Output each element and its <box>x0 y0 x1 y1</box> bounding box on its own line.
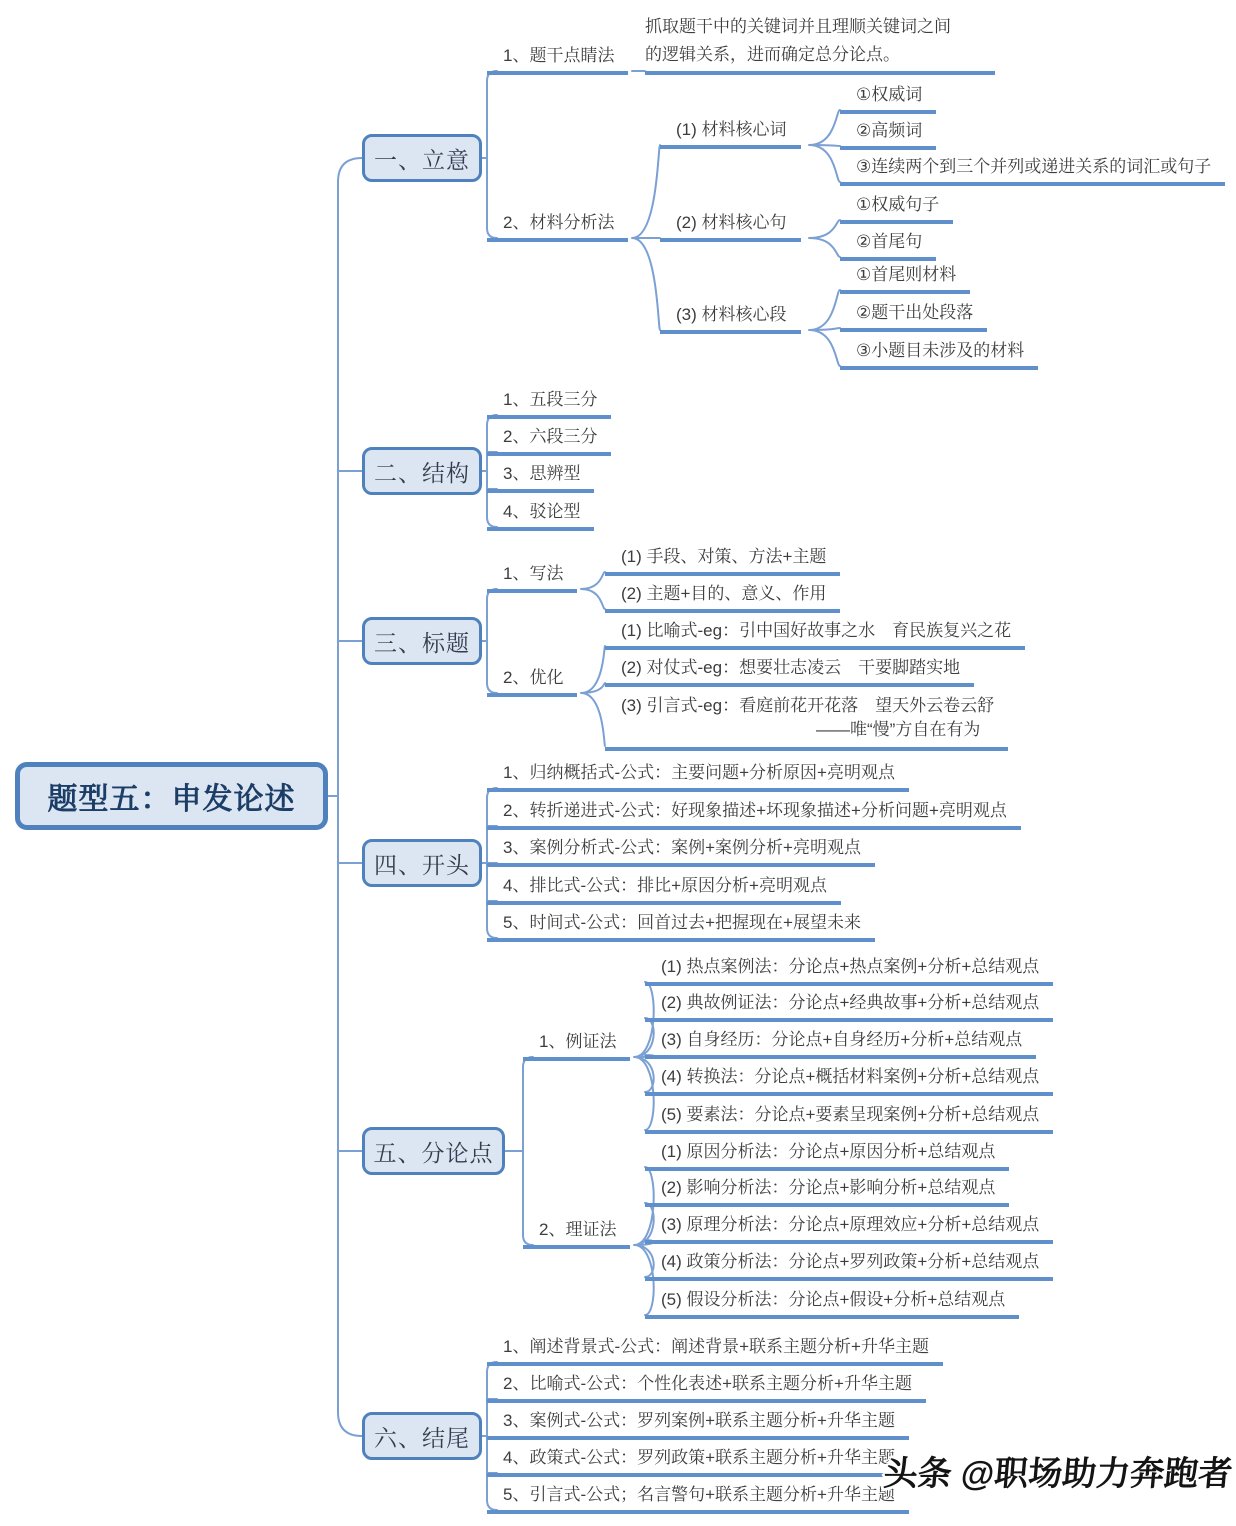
leaf-3-1-2[interactable]: (2) 主题+目的、意义、作用 <box>605 583 840 613</box>
leaf-5-1-4[interactable]: (4) 转换法：分论点+概括材料案例+分析+总结观点 <box>645 1066 1053 1096</box>
leaf-5-1-5[interactable]: (5) 要素法：分论点+要素呈现案例+分析+总结观点 <box>645 1104 1053 1134</box>
leaf-5-2-2[interactable]: (2) 影响分析法：分论点+影响分析+总结观点 <box>645 1177 1009 1207</box>
leaf-1-2-3-1[interactable]: ①首尾则材料 <box>840 264 970 294</box>
branch-1-liyi[interactable]: 一、立意 <box>362 134 482 182</box>
watermark: 头条 @职场助力奔跑者 <box>882 1455 1234 1493</box>
node-6-3[interactable]: 3、案例式-公式：罗列案例+联系主题分析+升华主题 <box>487 1410 909 1440</box>
branch-2-jiegou[interactable]: 二、结构 <box>362 447 482 495</box>
branch-4-kaitou[interactable]: 四、开头 <box>362 839 482 887</box>
node-6-2[interactable]: 2、比喻式-公式：个性化表述+联系主题分析+升华主题 <box>487 1373 926 1403</box>
branch-6-jiewei[interactable]: 六、结尾 <box>362 1412 482 1460</box>
node-3-2[interactable]: 2、优化 <box>487 667 577 697</box>
node-4-1[interactable]: 1、归纳概括式-公式：主要问题+分析原因+亮明观点 <box>487 762 909 792</box>
leaf-3-2-2[interactable]: (2) 对仗式-eg：想要壮志凌云 干要脚踏实地 <box>605 657 974 687</box>
leaf-1-2-1-2[interactable]: ②高频词 <box>840 120 936 150</box>
leaf-3-2-1[interactable]: (1) 比喻式-eg：引中国好故事之水 育民族复兴之花 <box>605 620 1025 650</box>
node-4-3[interactable]: 3、案例分析式-公式：案例+案例分析+亮明观点 <box>487 837 875 867</box>
leaf-5-1-1[interactable]: (1) 热点案例法：分论点+热点案例+分析+总结观点 <box>645 956 1053 986</box>
node-5-1[interactable]: 1、例证法 <box>523 1031 630 1061</box>
leaf-5-2-1[interactable]: (1) 原因分析法：分论点+原因分析+总结观点 <box>645 1141 1009 1171</box>
leaf-1-2-3-3[interactable]: ③小题目未涉及的材料 <box>840 340 1038 370</box>
leaf-3-2-3-line1: (3) 引言式-eg：看庭前花开花落 望天外云卷云舒 <box>621 696 995 715</box>
leaf-3-1-1[interactable]: (1) 手段、对策、方法+主题 <box>605 546 840 576</box>
note-1-1-text: 抓取题干中的关键词并且理顺关键词之间的逻辑关系，进而确定总分论点。 <box>645 17 951 64</box>
leaf-1-2-3-2[interactable]: ②题干出处段落 <box>840 302 987 332</box>
note-1-1[interactable] <box>645 13 995 75</box>
node-4-5[interactable]: 5、时间式-公式：回首过去+把握现在+展望未来 <box>487 912 875 942</box>
node-6-4[interactable]: 4、政策式-公式：罗列政策+联系主题分析+升华主题 <box>487 1447 909 1477</box>
leaf-5-2-4[interactable]: (4) 政策分析法：分论点+罗列政策+分析+总结观点 <box>645 1251 1053 1281</box>
node-1-2-1[interactable]: (1) 材料核心词 <box>660 119 801 149</box>
node-6-1[interactable]: 1、阐述背景式-公式：阐述背景+联系主题分析+升华主题 <box>487 1336 943 1366</box>
leaf-5-1-2[interactable]: (2) 典故例证法：分论点+经典故事+分析+总结观点 <box>645 992 1053 1022</box>
node-4-4[interactable]: 4、排比式-公式：排比+原因分析+亮明观点 <box>487 875 841 905</box>
leaf-5-1-3[interactable]: (3) 自身经历：分论点+自身经历+分析+总结观点 <box>645 1029 1036 1059</box>
branch-3-biaoti[interactable]: 三、标题 <box>362 617 482 665</box>
leaf-1-2-1-3[interactable]: ③连续两个到三个并列或递进关系的词汇或句子 <box>840 156 1225 186</box>
leaf-1-2-2-1[interactable]: ①权威句子 <box>840 194 953 224</box>
node-3-1[interactable]: 1、写法 <box>487 563 577 593</box>
node-1-2-3[interactable]: (3) 材料核心段 <box>660 304 801 334</box>
node-1-2[interactable]: 2、材料分析法 <box>487 212 628 242</box>
trunk-line <box>328 158 362 1436</box>
leaf-3-2-3[interactable] <box>605 694 1008 751</box>
node-5-2[interactable]: 2、理证法 <box>523 1219 630 1249</box>
node-2-4[interactable]: 4、驳论型 <box>487 501 594 531</box>
leaf-1-2-2-2[interactable]: ②首尾句 <box>840 231 936 261</box>
node-2-2[interactable]: 2、六段三分 <box>487 426 611 456</box>
leaf-1-2-1-1[interactable]: ①权威词 <box>840 84 936 114</box>
node-4-2[interactable]: 2、转折递进式-公式：好现象描述+坏现象描述+分析问题+亮明观点 <box>487 800 1021 830</box>
node-2-1[interactable]: 1、五段三分 <box>487 389 611 419</box>
leaf-5-2-5[interactable]: (5) 假设分析法：分论点+假设+分析+总结观点 <box>645 1289 1019 1319</box>
root-topic[interactable]: 题型五：申发论述 <box>15 762 328 830</box>
branch-5-fenlundian[interactable]: 五、分论点 <box>362 1127 505 1175</box>
node-2-3[interactable]: 3、思辨型 <box>487 463 594 493</box>
leaf-5-2-3[interactable]: (3) 原理分析法：分论点+原理效应+分析+总结观点 <box>645 1214 1053 1244</box>
node-6-5[interactable]: 5、引言式-公式；名言警句+联系主题分析+升华主题 <box>487 1484 909 1514</box>
node-1-1[interactable]: 1、题干点睛法 <box>487 45 628 75</box>
node-1-2-2[interactable]: (2) 材料核心句 <box>660 212 801 242</box>
leaf-3-2-3-line2: ——唯“慢”方自在有为 <box>816 720 981 739</box>
